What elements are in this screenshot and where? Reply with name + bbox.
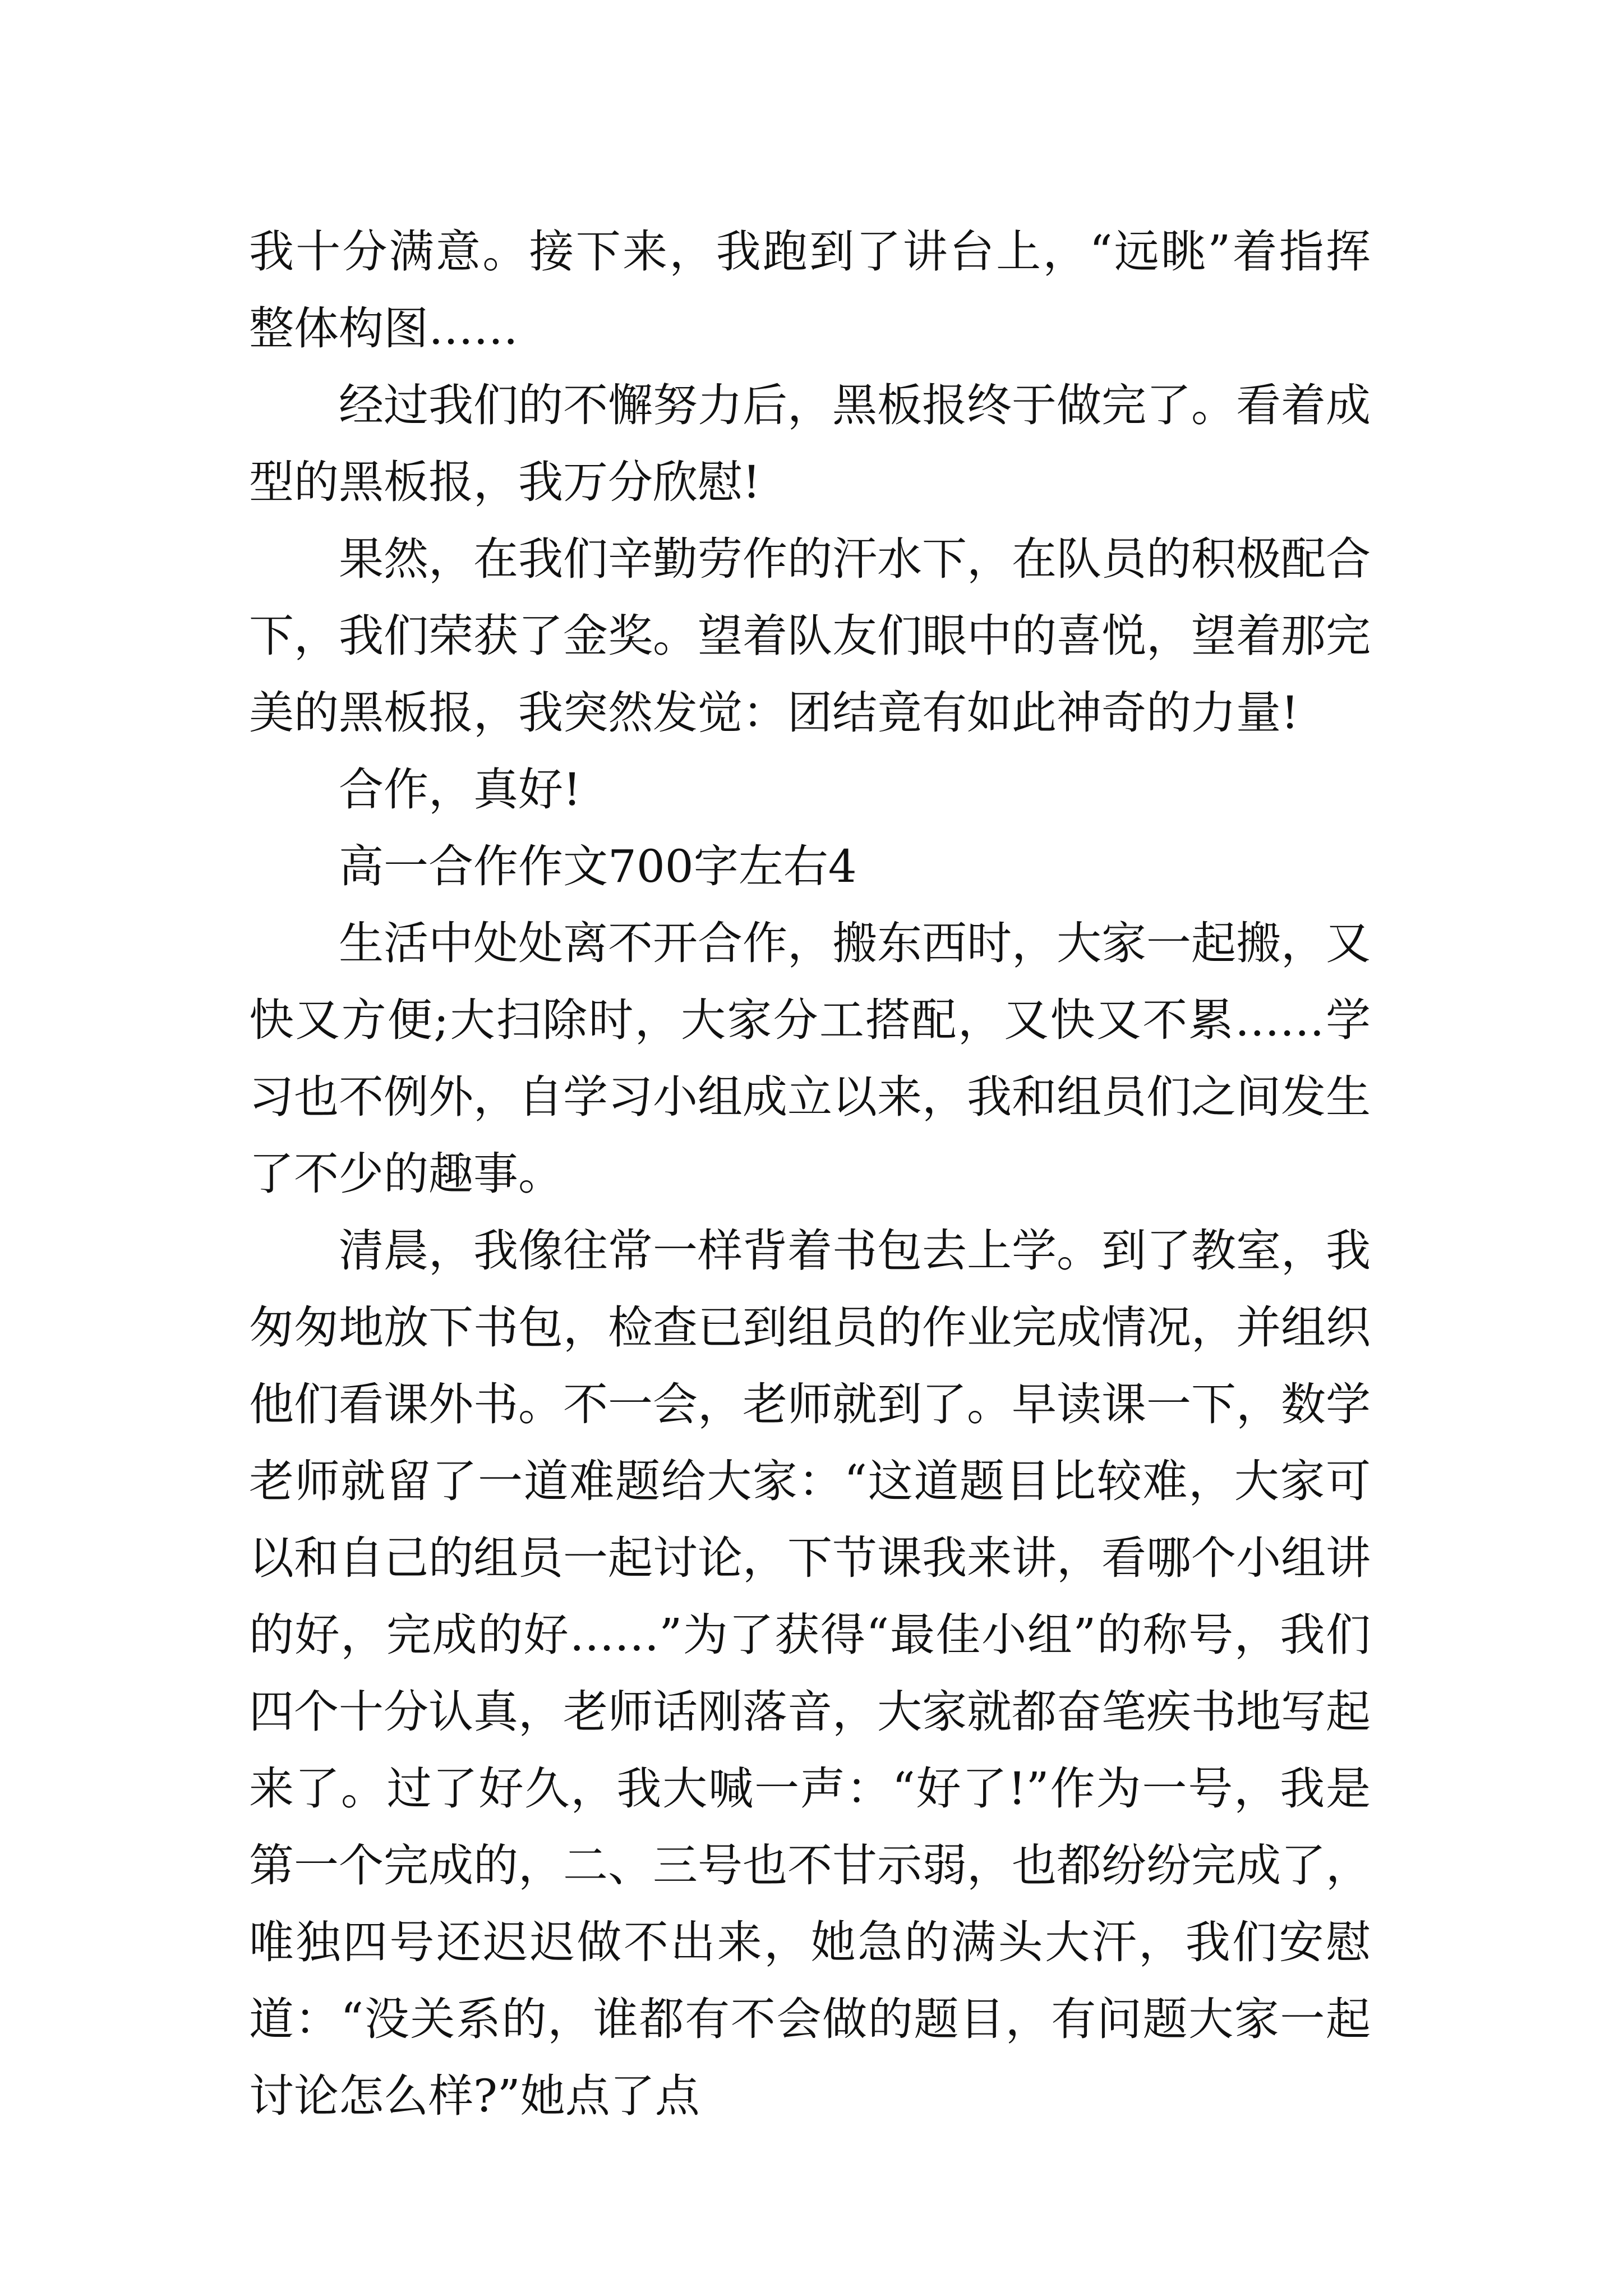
paragraph-gold-award: 果然，在我们辛勤劳作的汗水下，在队员的积极配合下，我们荣获了金奖。望着队友们眼中的喜悦，望着那完美的黑板报，我突然发觉：团结竟有如此神奇的力量! — [249, 533, 1371, 739]
essay-text — [249, 213, 1371, 2134]
paragraph-blackboard-done: 经过我们的不懈努力后，黑板报终于做完了。看着成型的黑板报，我万分欣慰! — [249, 379, 1371, 508]
paragraph-morning-story: 清晨，我像往常一样背着书包去上学。到了教室，我匆匆地放下书包，检查已到组员的作业完成情况，并组织他们看课外书。不一会，老师就到了。早读课一下，数学老师就留了一道难题给大家：“这道题目比较难，大家可以和自己的组员一起讨论，下节课我来讲，看哪个小组讲的好，完成的好……”为了获得“最佳小组”的称号，我们四个十分认真，老师话刚落音，大家就都奋笔疾书地写起来了。过了好久，我大喊一声：“好了!”作为一号，我是第一个完成的，二、三号也不甘示弱，也都纷纷完成了，唯独四号还迟迟做不出来，她急的满头大汗，我们安慰道：“没关系的，谁都有不会做的题目，有问题大家一起讨论怎么样?”她点了点 — [249, 1225, 1371, 2122]
essay-heading-4: 高一合作作文700字左右4 — [339, 840, 857, 892]
paragraph-continued: 我十分满意。接下来，我跑到了讲台上，“远眺”着指挥整体构图…… — [249, 226, 1371, 355]
paragraph-life-cooperation: 生活中处处离不开合作，搬东西时，大家一起搬，又快又方便;大扫除时，大家分工搭配，又快又不累……学习也不例外，自学习小组成立以来，我和组员们之间发生了不少的趣事。 — [249, 917, 1371, 1200]
paragraph-cooperation-good: 合作，真好! — [339, 763, 582, 816]
